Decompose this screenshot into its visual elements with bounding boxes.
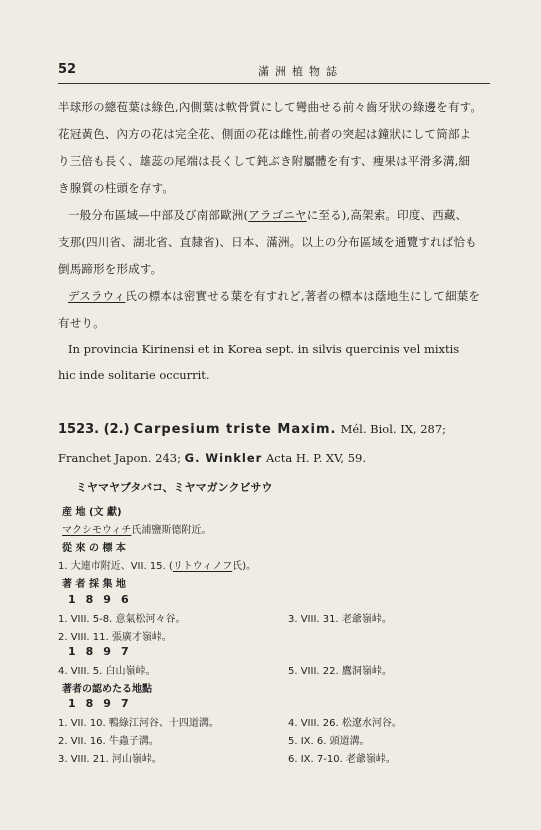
paragraph3-line1 xyxy=(68,288,480,304)
literature-place: 氏浦鹽斯德附近。 xyxy=(131,525,212,536)
heading-author-observed: 著者の認めたる地點 xyxy=(62,684,152,695)
page-header xyxy=(58,62,488,82)
collector-underlined: リトウィノフ xyxy=(172,561,233,572)
observed-4: 4. VIII. 26. 松遼水河谷。 xyxy=(288,718,402,729)
running-title: 滿洲植物誌 xyxy=(258,65,343,78)
page-number: 52 xyxy=(58,62,77,77)
paragraph2-line2: 支那(四川省、湖北省、直隸省)、日本、滿洲。以上の分布區域を通覽すれば恰も xyxy=(58,235,477,249)
species-name: Carpesium triste Maxim. xyxy=(133,422,337,437)
observed-1: 1. VII. 10. 鴨綠江河谷、十四道溝。 xyxy=(58,718,219,729)
year-1896: 1896 xyxy=(68,593,139,606)
header-rule xyxy=(58,83,490,84)
year-1897: 1897 xyxy=(68,645,139,658)
reference-2: Franchet Japon. 243; xyxy=(58,451,181,465)
record-1897-4: 4. VIII. 5. 白山嶺峠。 xyxy=(58,666,156,677)
paragraph1-line4: き腺質の柱頭を存す。 xyxy=(58,181,175,195)
paragraph2-line1 xyxy=(68,207,467,223)
place-name-underlined: アラゴニヤ xyxy=(248,208,307,222)
species-entry-refs xyxy=(58,451,366,465)
latin-line2: hic inde solitarie occurrit. xyxy=(58,368,210,382)
paragraph1-line3: り三倍も長く、雄蕊の尾端は長くして鈍ぶき附屬體を有す、痩果は平滑多溝,細 xyxy=(58,154,471,168)
specimen-note: 氏の標本は密實せる葉を有すれど,著者の標本は蔭地生にして細葉を xyxy=(125,289,481,303)
specimen-record-end: 氏)。 xyxy=(232,561,257,572)
record-1896-3: 3. VIII. 31. 老爺嶺峠。 xyxy=(288,614,392,625)
author-name-underlined: マクシモウィチ xyxy=(62,525,132,536)
entry-number: 1523. (2.) xyxy=(58,422,130,437)
paragraph1-line2: 花冠黃色、內方の花は完全花、側面の花は雌性,前者の突起は鐘狀にして筒部よ xyxy=(58,127,472,141)
heading-author-collections: 著 者 採 集 地 xyxy=(62,579,126,590)
reference-author: G. Winkler xyxy=(184,451,263,465)
distribution-text: 一般分布區域—中部及び南部歐洲( xyxy=(68,208,249,222)
latin-line1: In provincia Kirinensi et in Korea sept. in silvis quercinis vel mixtis xyxy=(68,342,460,356)
paragraph3-line2: 有せり。 xyxy=(58,316,105,330)
paragraph1-line1: 半球形の總苞葉は綠色,內側葉は軟骨質にして彎曲せる前々齒牙狀の綠邊を有す。 xyxy=(58,100,483,114)
collector-name-underlined: デスラウィ xyxy=(68,289,126,303)
observed-6: 6. IX. 7-10. 老爺嶺峠。 xyxy=(288,754,396,765)
record-1896-1: 1. VIII. 5-8. 意氣松河々谷。 xyxy=(58,614,186,625)
previous-specimen-1 xyxy=(58,557,256,572)
paragraph2-line3: 倒馬蹄形を形成す。 xyxy=(58,262,163,276)
observed-3: 3. VIII. 21. 河山嶺峠。 xyxy=(58,754,162,765)
common-names: ミヤマヤブタバコ、ミヤマガンクビサウ xyxy=(76,481,273,494)
reference-3: Acta H. P. XV, 59. xyxy=(265,451,366,465)
distribution-text-cont: に至る),高架索。印度、西藏、 xyxy=(306,208,468,222)
year-1897-observed: 1897 xyxy=(68,697,139,710)
literature-locality xyxy=(62,521,211,536)
specimen-record: 1. 大連市附近、VII. 15. ( xyxy=(58,561,173,572)
record-1896-2: 2. VIII. 11. 張廣才嶺峠。 xyxy=(58,632,172,643)
species-entry-heading xyxy=(58,422,446,437)
heading-previous-specimens: 從 來 の 標 本 xyxy=(62,543,126,554)
record-1897-5: 5. VIII. 22. 鷹洞嶺峠。 xyxy=(288,666,392,677)
observed-5: 5. IX. 6. 頭道溝。 xyxy=(288,736,370,747)
heading-localities-lit: 産 地 (文 獻) xyxy=(62,507,122,518)
reference-1: Mél. Biol. IX, 287; xyxy=(340,422,447,436)
observed-2: 2. VII. 16. 牛蟲子溝。 xyxy=(58,736,159,747)
